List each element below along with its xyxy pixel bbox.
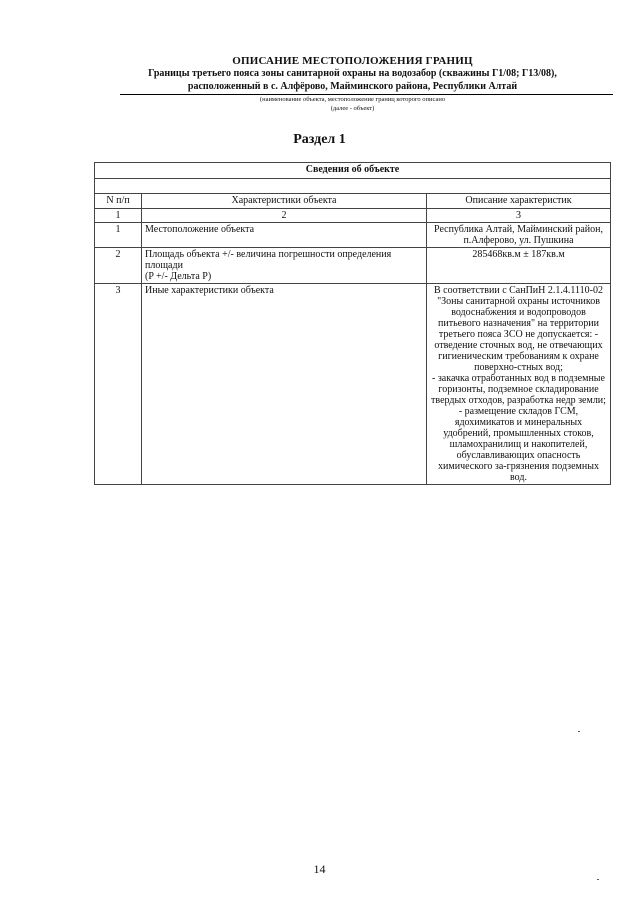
document-subtitle-line2: расположенный в с. Алфёрово, Майминского района, Республики Алтай bbox=[187, 81, 518, 92]
row-description bbox=[427, 284, 611, 485]
row-number: 2 bbox=[95, 248, 142, 284]
column-number-row bbox=[95, 209, 611, 223]
column-header-row bbox=[95, 194, 611, 209]
column-number-3: 3 bbox=[427, 209, 611, 223]
row-characteristic-line: Площадь объекта +/- величина погрешности определения площади bbox=[145, 249, 392, 271]
description-paragraph: - размещение складов ГСМ, ядохимикатов и минеральных удобрений, промышленных стоков, шламохранилищ и накопителей, обуславливающих опасность химического за-грязнения подземных вод. bbox=[438, 406, 599, 483]
table-row bbox=[95, 248, 611, 284]
column-header-description: Описание характеристик bbox=[427, 194, 611, 209]
row-number: 3 bbox=[95, 284, 142, 485]
scan-speck bbox=[597, 879, 599, 880]
caption-line1: (наименование объекта, местоположение границ которого описано bbox=[259, 96, 446, 103]
table-row bbox=[95, 284, 611, 485]
table-row bbox=[95, 223, 611, 248]
table-blank-row bbox=[95, 179, 611, 194]
object-info-table bbox=[94, 162, 611, 485]
document-title: ОПИСАНИЕ МЕСТОПОЛОЖЕНИЯ ГРАНИЦ bbox=[232, 55, 473, 67]
row-characteristic: Иные характеристики объекта bbox=[142, 284, 427, 485]
row-characteristic: Местоположение объекта bbox=[142, 223, 427, 248]
row-description: Республика Алтай, Майминский район, п.Алферово, ул. Пушкина bbox=[427, 223, 611, 248]
blank-cell bbox=[95, 179, 611, 194]
page-number: 14 bbox=[313, 862, 326, 876]
column-header-characteristic: Характеристики объекта bbox=[142, 194, 427, 209]
column-number-1: 1 bbox=[95, 209, 142, 223]
scan-speck bbox=[578, 731, 580, 732]
row-description: 285468кв.м ± 187кв.м bbox=[427, 248, 611, 284]
column-number-2: 2 bbox=[142, 209, 427, 223]
underline-rule bbox=[120, 94, 613, 95]
table-heading-row bbox=[95, 163, 611, 179]
description-paragraph: - закачка отработанных вод в подземные горизонты, подземное складирование твердых отходов, разработка недр земли; bbox=[431, 373, 606, 406]
section-title: Раздел 1 bbox=[293, 132, 346, 147]
row-characteristic-line: (P +/- Дельта P) bbox=[145, 271, 212, 282]
row-characteristic bbox=[142, 248, 427, 284]
caption-line2: (далее - объект) bbox=[330, 105, 375, 112]
document-subtitle-line1: Границы третьего пояса зоны санитарной охраны на водозабор (скважины Г1/08; Г13/08), bbox=[148, 68, 557, 79]
document-header bbox=[95, 55, 610, 113]
row-number: 1 bbox=[95, 223, 142, 248]
table-heading: Сведения об объекте bbox=[95, 163, 611, 179]
column-header-num: N п/п bbox=[95, 194, 142, 209]
description-paragraph: В соответствии с СанПиН 2.1.4.1110-02 "Зоны санитарной охраны источников водоснабжения и водопроводов питьевого назначения" на территории третьего пояса ЗСО не допускается: - отведение сточных вод, не отвечающих гигиеническим требованиям к охране поверхно-стных вод; bbox=[434, 285, 603, 373]
